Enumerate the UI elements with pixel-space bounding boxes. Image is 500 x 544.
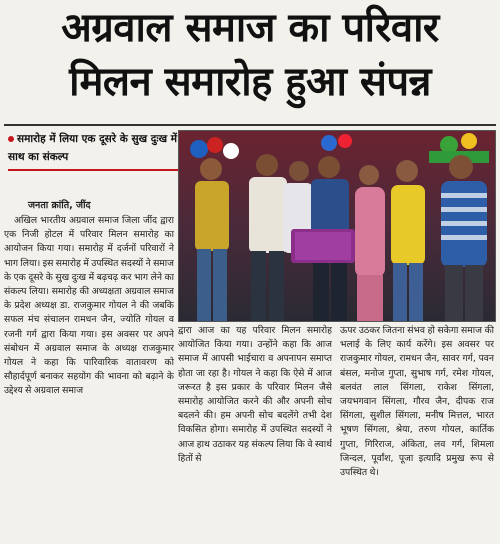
column-2-text: द्वारा आज का यह परिवार मिलन समारोह आयोजित किया गया। उन्होंने कहा कि आज समाज में आपसी भाईचारा व अपनापन समाप्त होता जा रहा है। गोयल ने कहा कि ऐसे में आज जरूरत है इस प्रकार के परिवार मिलन जैसे समारोह आयोजित करने की और अपनी सोच बदलने की। हम अपनी सोच बदलेंगे तभी देश विकसित होगा। समारोह में उपस्थित सदस्यों ने आज हाथ उठाकर यह संकल्प लिया कि वे स्वार्थ हितों से <box>178 325 332 464</box>
headline-divider <box>4 124 496 126</box>
event-photo <box>178 130 496 322</box>
bullet-icon <box>8 136 14 142</box>
kicker-text: समारोह में लिया एक दूसरे के सुख दुःख में साथ का संकल्प <box>8 133 178 163</box>
article-column-2 <box>178 324 332 540</box>
byline: जनता क्रांति, जींद <box>28 200 91 211</box>
headline-line-1: अग्रवाल समाज का परिवार <box>61 5 439 51</box>
article-column-3 <box>340 324 494 540</box>
headline-line-2: मिलन समारोह हुआ संपन्न <box>69 59 431 105</box>
column-1-text: अखिल भारतीय अग्रवाल समाज जिला जींद द्वारा एक निजी होटल में परिवार मिलन समारोह का आयोजन किया गया। समारोह में दर्जनों परिवारों ने भाग लिया। इस समारोह में उपस्थित सदस्यों ने समाज के एक दूसरे के सुख दुःख में बढ़चढ़ कर भाग लेने का संकल्प लिया। समारोह की अध्यक्षता अग्रवाल समाज के प्रदेश अध्यक्ष डा. राजकुमार गोयल ने की जबकि सफल मंच संचालन रामधन जैन, ज्योति गोयल व रजनी गर्ग द्वारा किया गया। इस अवसर पर अपने संबोधन में अग्रवाल समाज के अध्यक्ष राजकुमार गोयल ने कहा कि पारिवारिक वातावरण को सौहार्दपूर्ण बनाकर सहयोग की भावना को बढ़ाने के उद्देश्य से अग्रवाल समाज <box>4 215 174 397</box>
kicker <box>8 130 178 171</box>
headline <box>4 2 496 108</box>
kicker-underline <box>8 169 178 171</box>
column-3-text: ऊपर उठकर जितना संभव हो सकेगा समाज की भलाई के लिए कार्य करेंगे। इस अवसर पर राजकुमार गोयल, रामधन जैन, सावर गर्ग, पवन बंसल, मनोज गुप्ता, सुभाष गर्ग, रमेश गोयल, बलवंत लाल सिंगला, राकेश सिंगला, जयभगवान सिंगला, गौरव जैन, दीपक राज सिंगला, सुशील सिंगला, मनीष मित्तल, भारत भूषण सिंगला, श्रेया, तरुण गोयल, कार्तिक गुप्ता, गिरिराज, अंकिता, लव गर्ग, शिमला जिन्दल, पूर्वांश, पूजा इत्यादि प्रमुख रूप से उपस्थित थे। <box>340 325 494 479</box>
article-column-1 <box>4 214 174 540</box>
